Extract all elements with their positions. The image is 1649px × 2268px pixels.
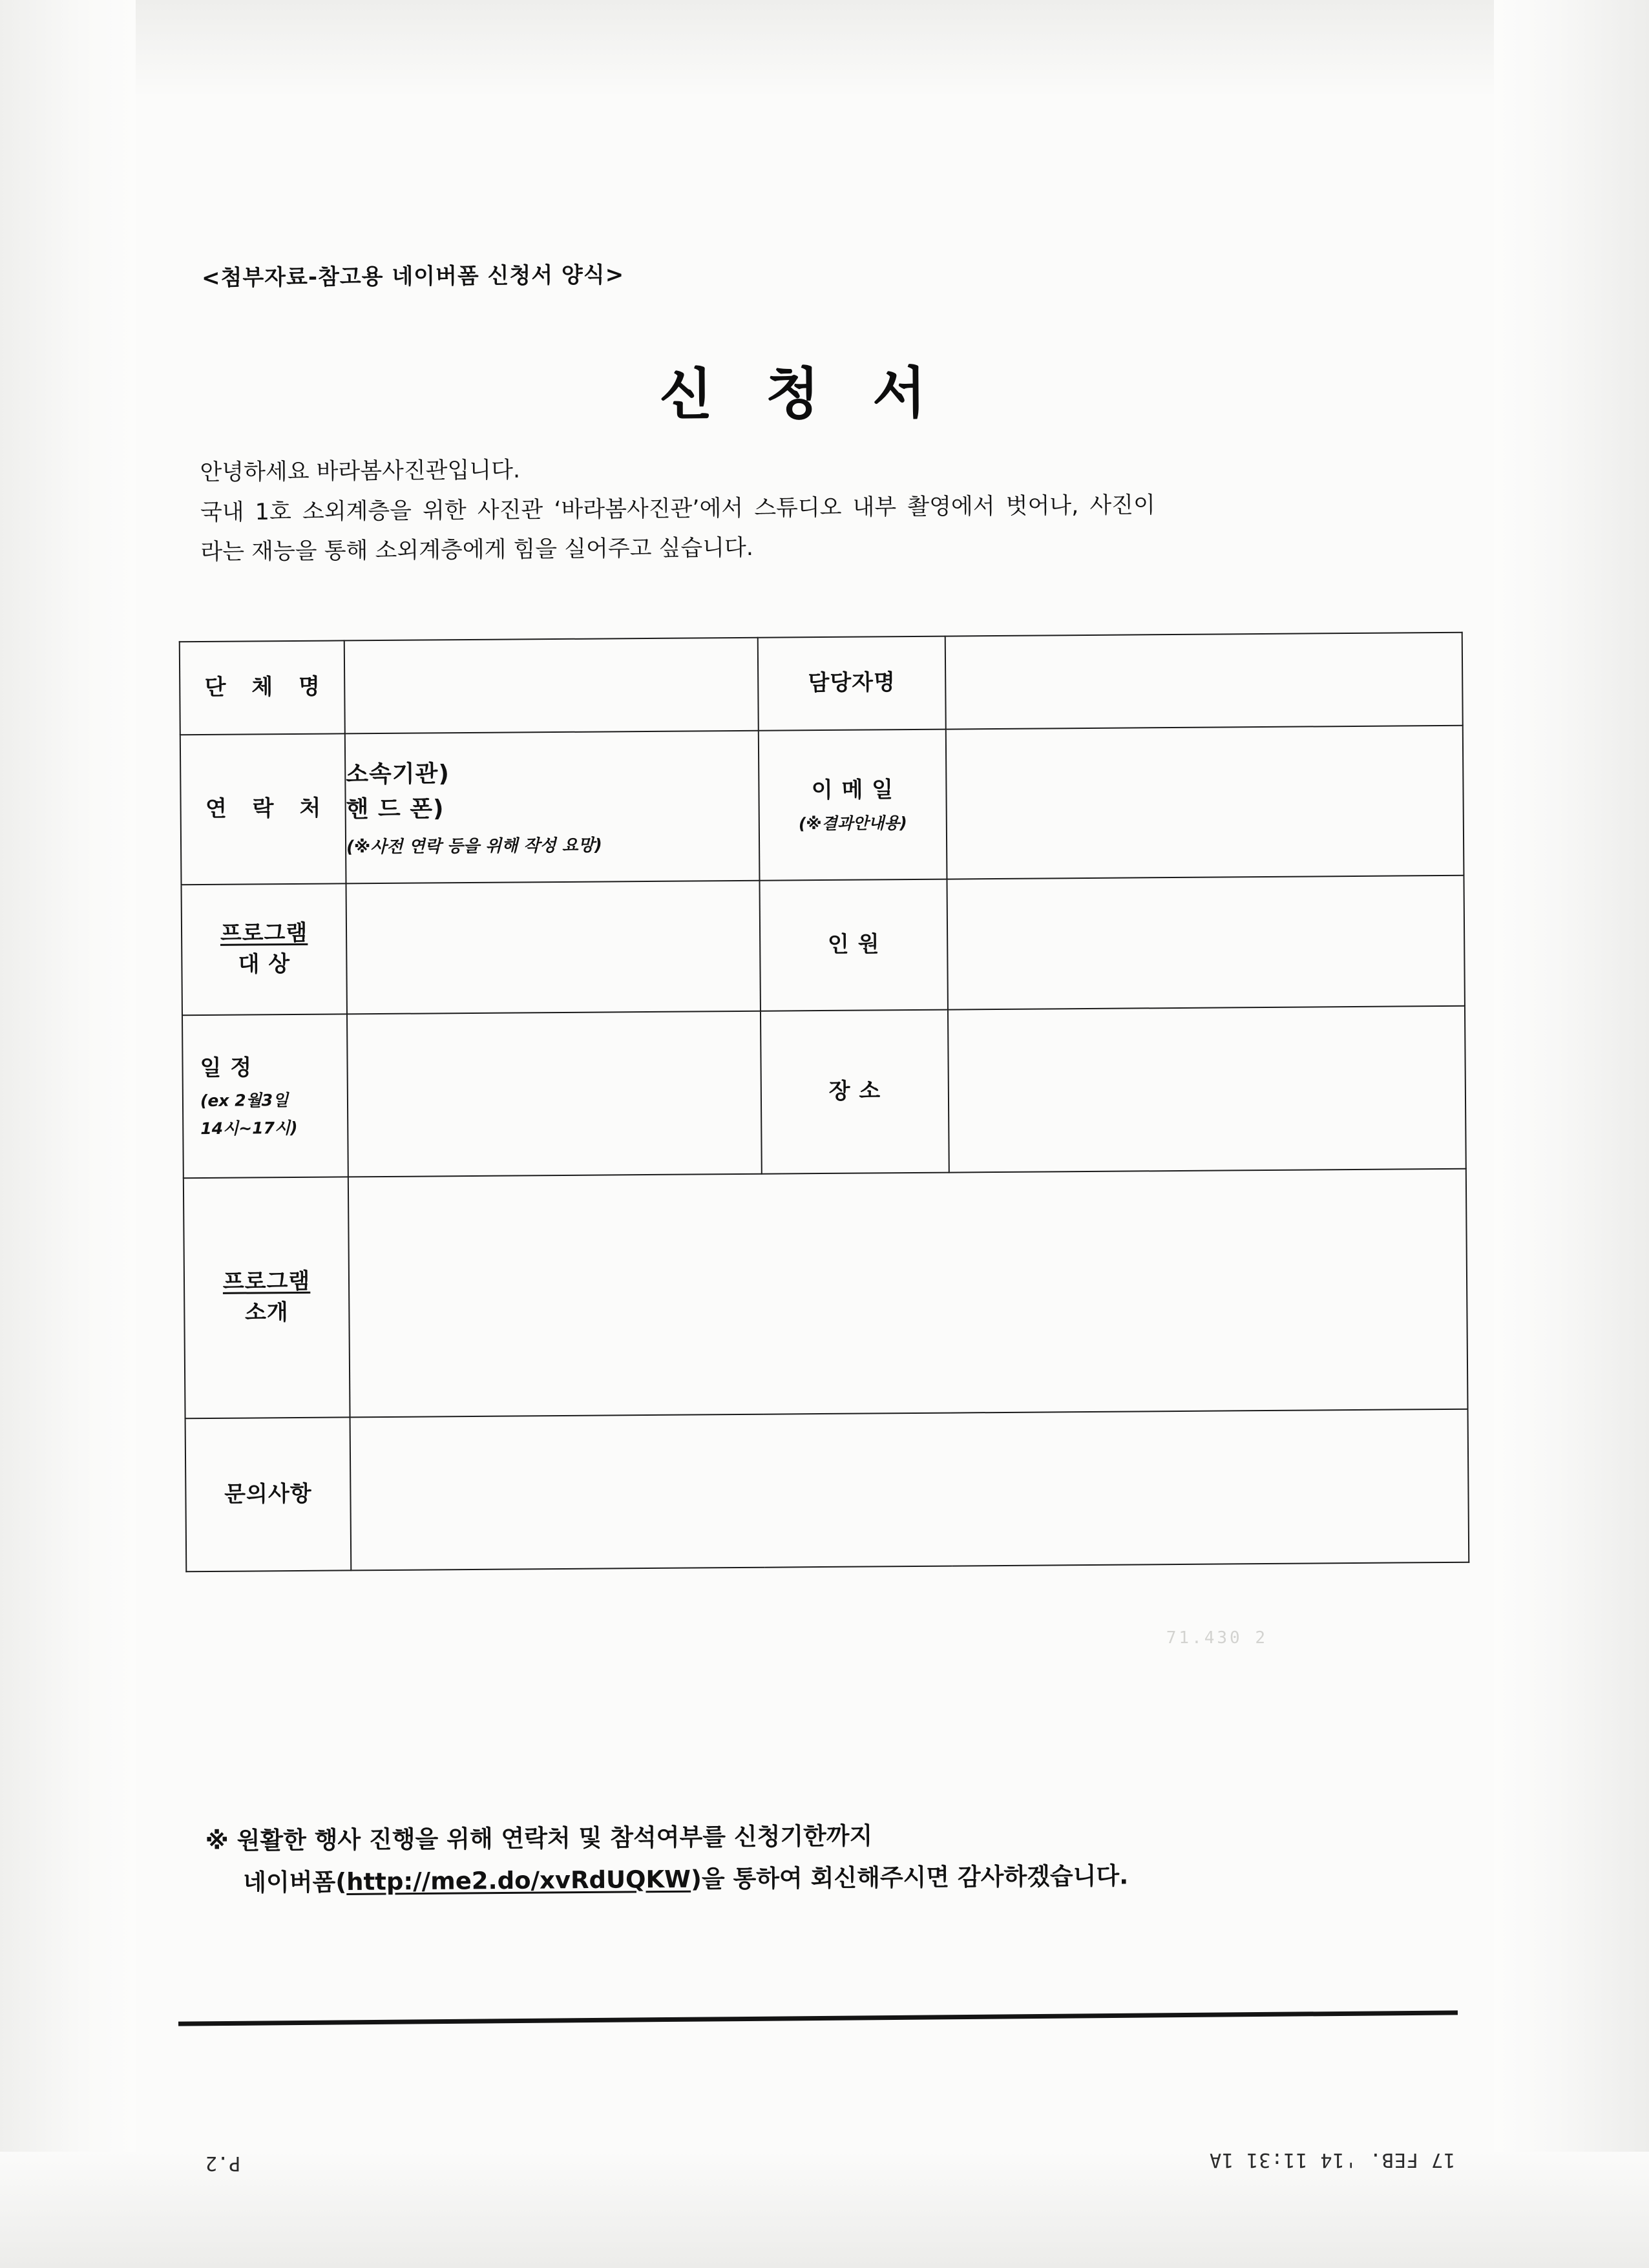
- input-venue[interactable]: [948, 1006, 1466, 1173]
- intro-line-2: 국내 1호 소외계층을 위한 사진관 ‘바라봄사진관’에서 스튜디오 내부 촬영에서 벗어나, 사진이: [200, 492, 1155, 526]
- table-row: [182, 1006, 1466, 1179]
- footer-form-prefix: 네이버폼(: [243, 1867, 347, 1896]
- page-number: P.2: [205, 2152, 241, 2174]
- label-headcount: 인 원: [759, 879, 947, 1011]
- input-contact-person[interactable]: [945, 633, 1463, 730]
- intro-paragraph: [200, 447, 1454, 576]
- input-contact-info[interactable]: [345, 731, 760, 884]
- label-contact-info: 연 락 처: [180, 733, 346, 885]
- intro-line-3: 라는 재능을 통해 소외계층에게 힘을 실어주고 싶습니다.: [200, 535, 754, 565]
- schedule-example-line-1: (ex 2월3일: [200, 1090, 289, 1110]
- contact-info-hint: (※사전 연락 등을 위해 작성 요망): [346, 835, 602, 857]
- email-hint: (※결과안내용): [798, 814, 907, 834]
- page-title: 신 청 서: [658, 360, 943, 428]
- label-program-description: 프로그램 소개: [184, 1177, 350, 1418]
- fax-timestamp-stamp: 17 FEB. '14 11:31 1A: [1208, 2148, 1455, 2171]
- label-schedule: 일 정 (ex 2월3일 14시~17시): [182, 1014, 348, 1178]
- footer-form-suffix: )을 통하여 회신해주시면 감사하겠습니다.: [690, 1862, 1129, 1893]
- table-row: [182, 876, 1465, 1016]
- table-row: [184, 1169, 1468, 1419]
- table-row: [180, 726, 1464, 885]
- label-inquiries: 문의사항: [185, 1417, 352, 1571]
- label-venue: 장 소: [761, 1010, 949, 1174]
- bottom-divider: [178, 2010, 1458, 2026]
- table-row: [180, 633, 1463, 735]
- input-inquiries[interactable]: [350, 1409, 1469, 1571]
- footer-instruction: [205, 1811, 1466, 1904]
- label-contact-person: 담당자명: [758, 636, 946, 731]
- scan-ghost-artifact: 71.430 2: [1166, 1628, 1268, 1648]
- intro-line-1: 안녕하세요 바라봄사진관입니다.: [200, 457, 521, 486]
- input-headcount[interactable]: [947, 876, 1464, 1010]
- label-program-target: 프로그램 대 상: [182, 883, 347, 1015]
- label-email: 이 메 일 (※결과안내용): [759, 730, 947, 881]
- schedule-example-line-2: 14시~17시): [200, 1118, 298, 1138]
- table-row: [185, 1409, 1469, 1572]
- input-email[interactable]: [946, 726, 1464, 879]
- input-program-description[interactable]: [348, 1169, 1468, 1418]
- input-organization-name[interactable]: [344, 638, 759, 734]
- label-organization-name: 단 체 명: [180, 640, 345, 735]
- footer-instruction-line-1: ※ 원활한 행사 진행을 위해 연락처 및 참석여부를 신청기한까지: [205, 1822, 873, 1855]
- naver-form-link[interactable]: http://me2.do/xvRdUQKW: [346, 1865, 691, 1896]
- input-program-target[interactable]: [346, 881, 761, 1014]
- contact-affiliation-line: 소속기관): [346, 760, 450, 788]
- input-schedule[interactable]: [347, 1011, 762, 1177]
- attachment-header-note: <첨부자료-참고용 네이버폼 신청서 양식>: [201, 262, 625, 291]
- application-form-table: [179, 632, 1470, 1573]
- contact-mobile-line: 핸 드 폰): [346, 795, 445, 823]
